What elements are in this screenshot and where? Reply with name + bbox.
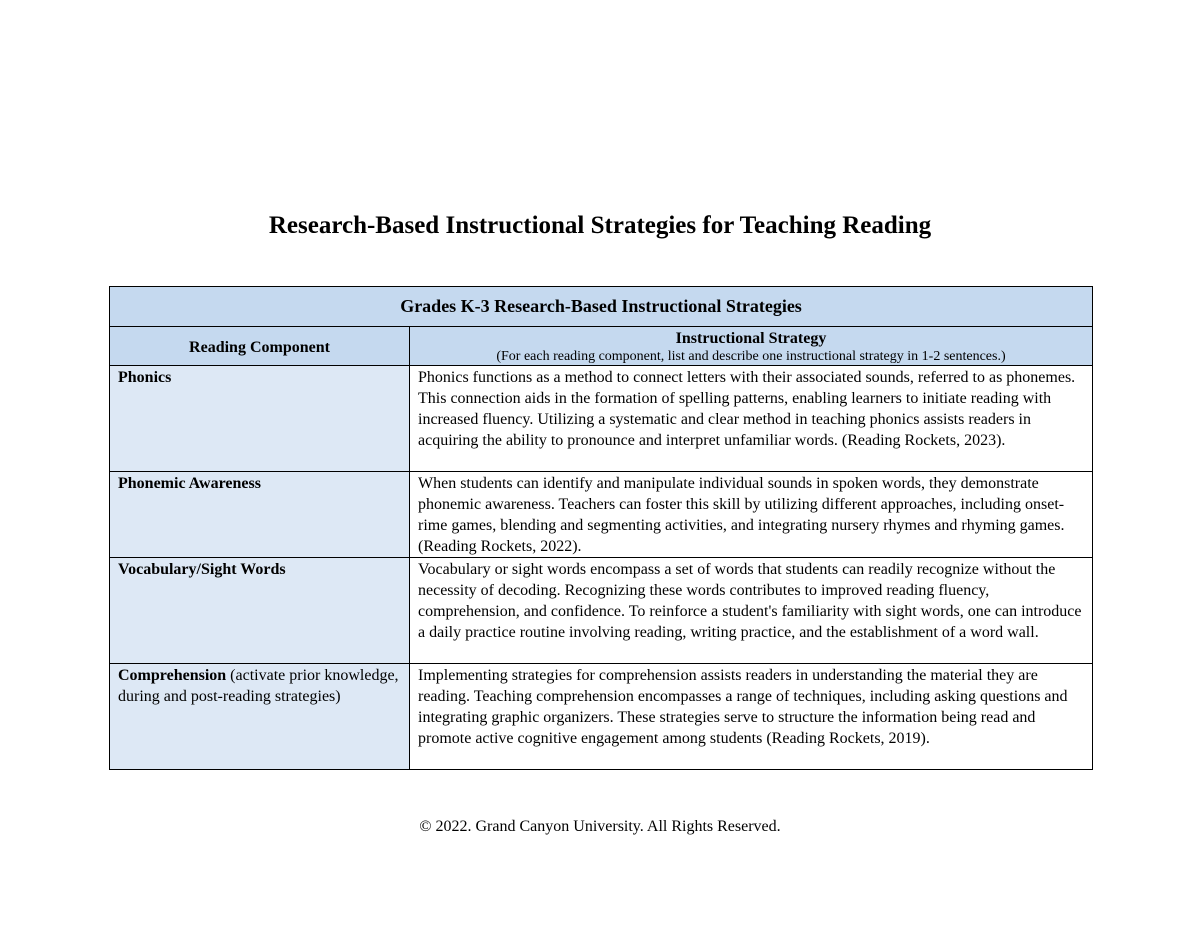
copyright-footer: © 2022. Grand Canyon University. All Rights Reserved. — [419, 818, 781, 835]
table-row — [110, 664, 1093, 770]
strategy-cell-vocabulary: Vocabulary or sight words encompass a set of words that students can readily recognize without the necessity of decoding. Recognizing these words contributes to improved reading fluency, comprehension, and confidence. To reinforce a student's familiarity with sight words, one can introduce a daily practice routine involving reading, writing practice, and the establishment of a word wall. — [410, 558, 1093, 664]
component-name: Phonics — [118, 369, 172, 386]
strategy-cell-phonics: Phonics functions as a method to connect letters with their associated sounds, referred to as phonemes. This connection aids in the formation of spelling patterns, enabling learners to initiate reading with increased fluency. Utilizing a systematic and clear method in teaching phonics assists readers in acquiring the ability to pronounce and interpret unfamiliar words. (Reading Rockets, 2023). — [410, 366, 1093, 472]
document-title: Research-Based Instructional Strategies for Teaching Reading — [268, 212, 932, 239]
table-row — [110, 472, 1093, 558]
column-header-component: Reading Component — [110, 327, 410, 366]
strategy-header-title: Instructional Strategy — [675, 330, 827, 347]
component-cell-phonemic-awareness — [110, 472, 410, 558]
strategy-cell-comprehension: Implementing strategies for comprehension assists readers in understanding the material they are reading. Teaching comprehension encompasses a range of techniques, including asking questions and integrating graphic organizers. These strategies serve to structure the information being read and promote active cognitive engagement among students (Reading Rockets, 2019). — [410, 664, 1093, 770]
table-header-row — [110, 327, 1093, 366]
component-cell-vocabulary — [110, 558, 410, 664]
strategy-header-note: (For each reading component, list and describe one instructional strategy in 1-2 sentences.) — [496, 349, 1006, 364]
column-header-strategy — [410, 327, 1093, 366]
component-name: Comprehension — [118, 667, 227, 684]
component-name: Vocabulary/Sight Words — [118, 561, 286, 578]
strategy-cell-phonemic-awareness: When students can identify and manipulate individual sounds in spoken words, they demonstrate phonemic awareness. Teachers can foster this skill by utilizing different approaches, including onset-rime games, blending and segmenting activities, and integrating nursery rhymes and rhyming games. (Reading Rockets, 2022). — [410, 472, 1093, 558]
table-row — [110, 366, 1093, 472]
component-cell-comprehension — [110, 664, 410, 770]
component-name: Phonemic Awareness — [118, 475, 261, 492]
strategy-table — [109, 286, 1093, 770]
component-cell-phonics — [110, 366, 410, 472]
table-row — [110, 558, 1093, 664]
component-note: (activate prior knowledge, during and post-reading strategies) — [118, 667, 399, 705]
table-banner: Grades K-3 Research-Based Instructional Strategies — [110, 287, 1093, 327]
table-banner-row — [110, 287, 1093, 327]
